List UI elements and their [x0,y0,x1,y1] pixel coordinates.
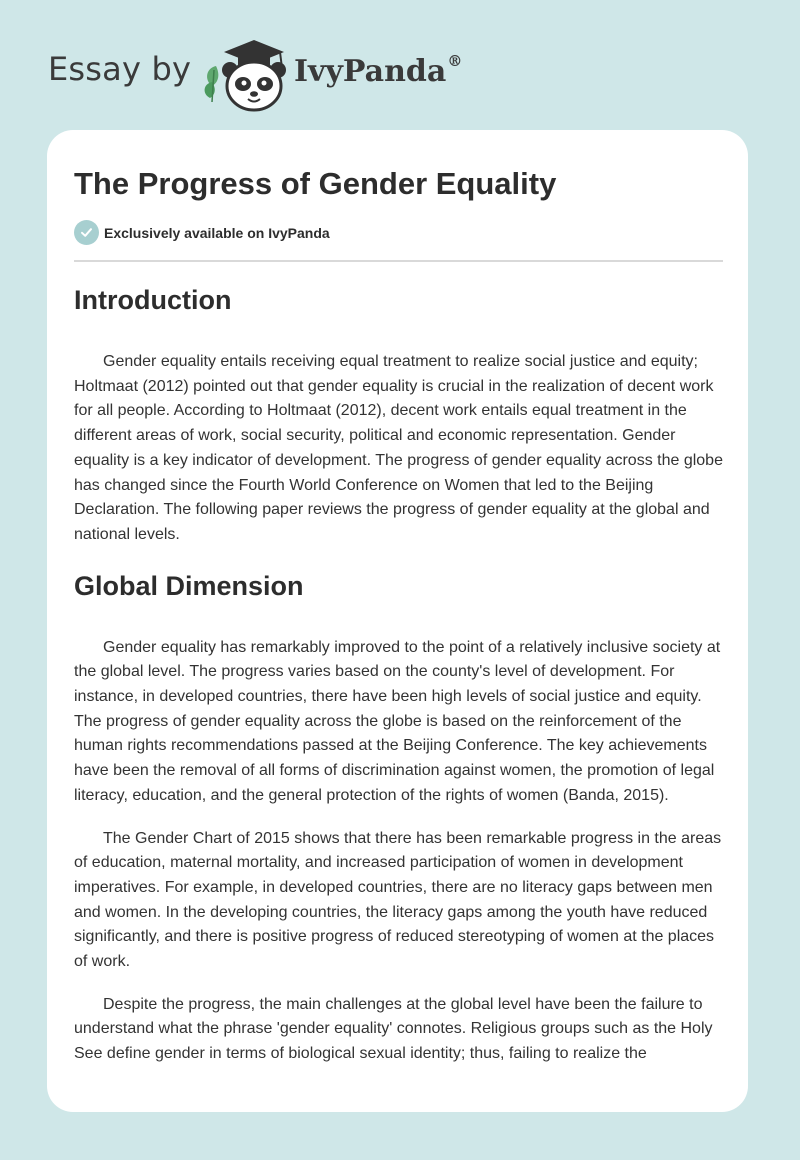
section-heading: Global Dimension [74,570,304,601]
title-divider [74,260,723,262]
badge-text: Exclusively available on IvyPanda [104,224,330,241]
essay-by-label: Essay by [48,50,192,88]
paragraph: The Gender Chart of 2015 shows that there has been remarkable progress in the areas of education, maternal mortality, and increased participation of women in development imperatives. For example, in developed countries, there are no literacy gaps between men and women. In the developing countries, the literacy gaps among the youth have reduced significantly, and there is positive progress of reduced stereotyping of women at the places of work. [74,829,722,971]
check-icon [74,220,99,245]
section-heading: Introduction [74,285,232,315]
paragraph: Despite the progress, the main challenges at the global level have been the failure to understand what the phrase 'gender equality' connotes. Religious groups such as the Holy See define gender in terms of biological sexual identity; thus, failing to realize the [74,995,713,1063]
essay-card [47,130,748,1112]
page-title: The Progress of Gender Equality [74,166,557,201]
paragraph: Gender equality has remarkably improved to the point of a relatively inclusive society at the global level. The progress varies based on the county's level of development. For instance, in developed countries, there have been high levels of social justice and equity. The progress of gender equality across the globe is based on the reinforcement of the human rights recommendations passed at the Beijing Conference. The key achievements have been the removal of all forms of discrimination against women, the promotion of legal literacy, education, and the general protection of the rights of women (Banda, 2015). [74,638,721,804]
exclusive-badge [74,220,330,245]
panda-logo-icon[interactable] [202,36,292,112]
article-body [74,280,723,1085]
brand-name[interactable]: IvyPanda® [294,52,463,89]
site-header [48,36,468,116]
paragraph: Gender equality entails receiving equal treatment to realize social justice and equity; Holtmaat (2012) pointed out that gender equality is crucial in the realization of decent work for all people. According to Holtmaat (2012), decent work entails equal treatment in the different areas of work, social security, political and economic representation. Gender equality is a key indicator of development. The progress of gender equality across the globe has changed since the Fourth World Conference on Women that led to the Beijing Declaration. The following paper reviews the progress of gender equality at the global and national levels. [74,353,723,543]
registered-mark: ® [447,52,463,70]
